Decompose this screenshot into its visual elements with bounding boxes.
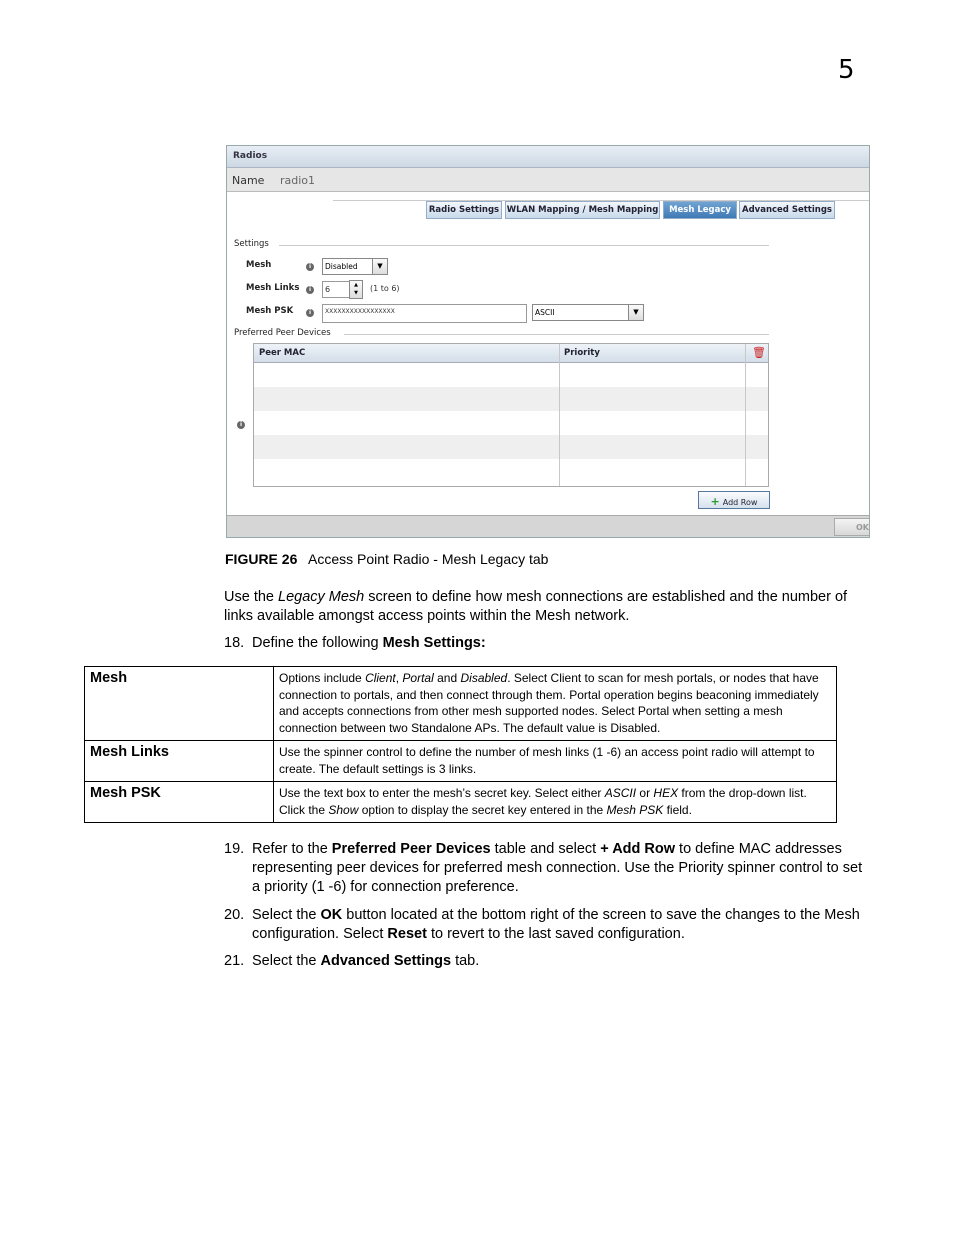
dialog-footer — [227, 515, 869, 538]
name-label: Name — [232, 174, 265, 187]
peer-devices-info-icon: i — [237, 421, 245, 429]
column-divider — [559, 344, 560, 486]
grid-header — [254, 344, 768, 363]
step-text: Refer to the — [252, 841, 332, 857]
mesh-psk-info-icon: i — [306, 309, 314, 317]
tab-advanced-settings[interactable]: Advanced Settings — [739, 201, 835, 219]
grid-row[interactable] — [254, 435, 768, 459]
settings-section-line — [279, 245, 769, 246]
radio-config-screenshot — [226, 145, 870, 538]
settings-section-label: Settings — [234, 239, 269, 249]
desc-emphasis: Disabled — [460, 671, 508, 685]
step-text: Select the — [252, 907, 321, 923]
desc-text: , — [395, 671, 403, 685]
desc-mesh-links: Use the spinner control to define the number of mesh links (1 -6) an access point radio will attempt to create. The default settings is 3 links. — [274, 741, 837, 782]
mesh-psk-format-select[interactable] — [532, 304, 644, 321]
name-row — [227, 168, 869, 192]
add-row-button[interactable] — [698, 491, 770, 509]
desc-text: Use the text box to enter the mesh’s secret key. Select either — [279, 786, 605, 800]
step-bold: Reset — [387, 926, 427, 942]
step-text: tab. — [451, 953, 480, 969]
table-row — [85, 782, 837, 823]
step-text: button located at the bottom right of the screen to save the changes to the Mesh configuration. Select — [252, 907, 860, 942]
intro-text: Use the — [224, 589, 278, 605]
desc-emphasis: Show — [328, 802, 359, 817]
figure-caption: Access Point Radio - Mesh Legacy tab — [308, 551, 549, 567]
chevron-down-icon: ▼ — [372, 259, 387, 274]
tab-radio-settings[interactable]: Radio Settings — [426, 201, 502, 219]
peer-devices-section-label: Preferred Peer Devices — [234, 328, 331, 338]
step-bold: Advanced Settings — [320, 953, 452, 969]
name-value: radio1 — [279, 174, 315, 187]
peer-mac-column-header: Peer MAC — [259, 348, 306, 358]
desc-emphasis: Mesh PSK — [606, 802, 664, 817]
priority-column-header: Priority — [564, 348, 600, 358]
ok-button[interactable]: OK — [834, 518, 870, 536]
mesh-links-input[interactable]: 6 — [322, 281, 350, 298]
desc-emphasis: Client — [365, 671, 396, 685]
mesh-links-label: Mesh Links — [246, 283, 300, 293]
desc-text: field. — [663, 802, 692, 817]
step-text: Define the following — [252, 635, 383, 651]
column-divider — [745, 344, 746, 486]
step-bold: OK — [320, 907, 343, 923]
intro-text: screen to define how mesh connections are established and the number of links available amongst access points within the Mesh network. — [224, 589, 848, 624]
trash-icon[interactable]: 🗑 — [752, 346, 766, 359]
intro-paragraph — [224, 588, 869, 626]
desc-text: or — [636, 786, 654, 800]
mesh-info-icon: i — [306, 263, 314, 271]
desc-emphasis: ASCII — [604, 786, 637, 800]
grid-row[interactable] — [254, 363, 768, 387]
chevron-down-icon: ▼ — [628, 305, 643, 320]
desc-text: from the drop-down list. Click the — [279, 786, 807, 817]
mesh-psk-input[interactable]: XXXXXXXXXXXXXXXXX — [322, 304, 527, 323]
step-number: 19. — [224, 841, 245, 857]
step-bold: Preferred Peer Devices — [331, 841, 491, 857]
term-mesh-links: Mesh Links — [85, 741, 274, 782]
mesh-links-spinner[interactable]: ▲ ▼ — [349, 280, 363, 299]
plus-icon: + — [710, 495, 720, 508]
step-number: 18. — [224, 635, 245, 651]
term-mesh: Mesh — [85, 667, 274, 741]
tab-mesh-legacy[interactable]: Mesh Legacy — [663, 201, 737, 219]
step-text: to revert to the last saved configuration. — [426, 926, 685, 942]
desc-text: . Select Client to scan for mesh portals, or nodes that have connection to portals, and then connect through them. Portal operation begins beaconing immediately and accepts connections from other mesh supported nodes. Select Portal when setting a mesh connection between two Standalone APs. The default value is Disabled. — [279, 671, 819, 735]
add-row-label: Add Row — [722, 498, 758, 507]
step-text: to define MAC addresses representing peer devices for preferred mesh connection. Use the Priority spinner control to set a priority (1 -6) for connection preference. — [252, 841, 863, 895]
dialog-title: Radios — [227, 146, 869, 168]
step-bold: Mesh Settings: — [382, 635, 486, 651]
grid-row[interactable] — [254, 387, 768, 411]
desc-mesh-psk — [274, 782, 837, 823]
intro-emphasis: Legacy Mesh — [278, 589, 365, 605]
grid-row[interactable] — [254, 411, 768, 435]
step-text: table and select — [490, 841, 601, 857]
term-mesh-psk: Mesh PSK — [85, 782, 274, 823]
step-number: 20. — [224, 907, 245, 923]
desc-text: option to display the secret key entered in the — [358, 802, 607, 817]
desc-text: and — [433, 671, 461, 685]
step-bold: + Add Row — [600, 841, 676, 857]
desc-text: Options include — [279, 671, 366, 685]
table-row — [85, 667, 837, 741]
figure-number: FIGURE 26 — [225, 551, 298, 567]
mesh-settings-table — [84, 666, 837, 823]
mesh-links-range-hint: (1 to 6) — [370, 284, 400, 293]
peer-devices-section-line — [344, 334, 769, 335]
mesh-psk-format-value: ASCII — [535, 308, 555, 317]
peer-devices-grid — [253, 343, 769, 487]
desc-emphasis: Portal — [402, 671, 434, 685]
mesh-select-value: Disabled — [325, 262, 358, 271]
table-row — [85, 741, 837, 782]
mesh-label: Mesh — [246, 260, 272, 270]
chapter-number: 5 — [838, 55, 855, 85]
mesh-psk-label: Mesh PSK — [246, 306, 294, 316]
step-number: 21. — [224, 953, 245, 969]
step-text: Select the — [252, 953, 321, 969]
tab-wlan-mesh-mapping[interactable]: WLAN Mapping / Mesh Mapping — [505, 201, 660, 219]
mesh-links-info-icon: i — [306, 286, 314, 294]
desc-mesh — [274, 667, 837, 741]
grid-row[interactable] — [254, 459, 768, 483]
mesh-select[interactable] — [322, 258, 388, 275]
desc-emphasis: HEX — [653, 786, 679, 800]
